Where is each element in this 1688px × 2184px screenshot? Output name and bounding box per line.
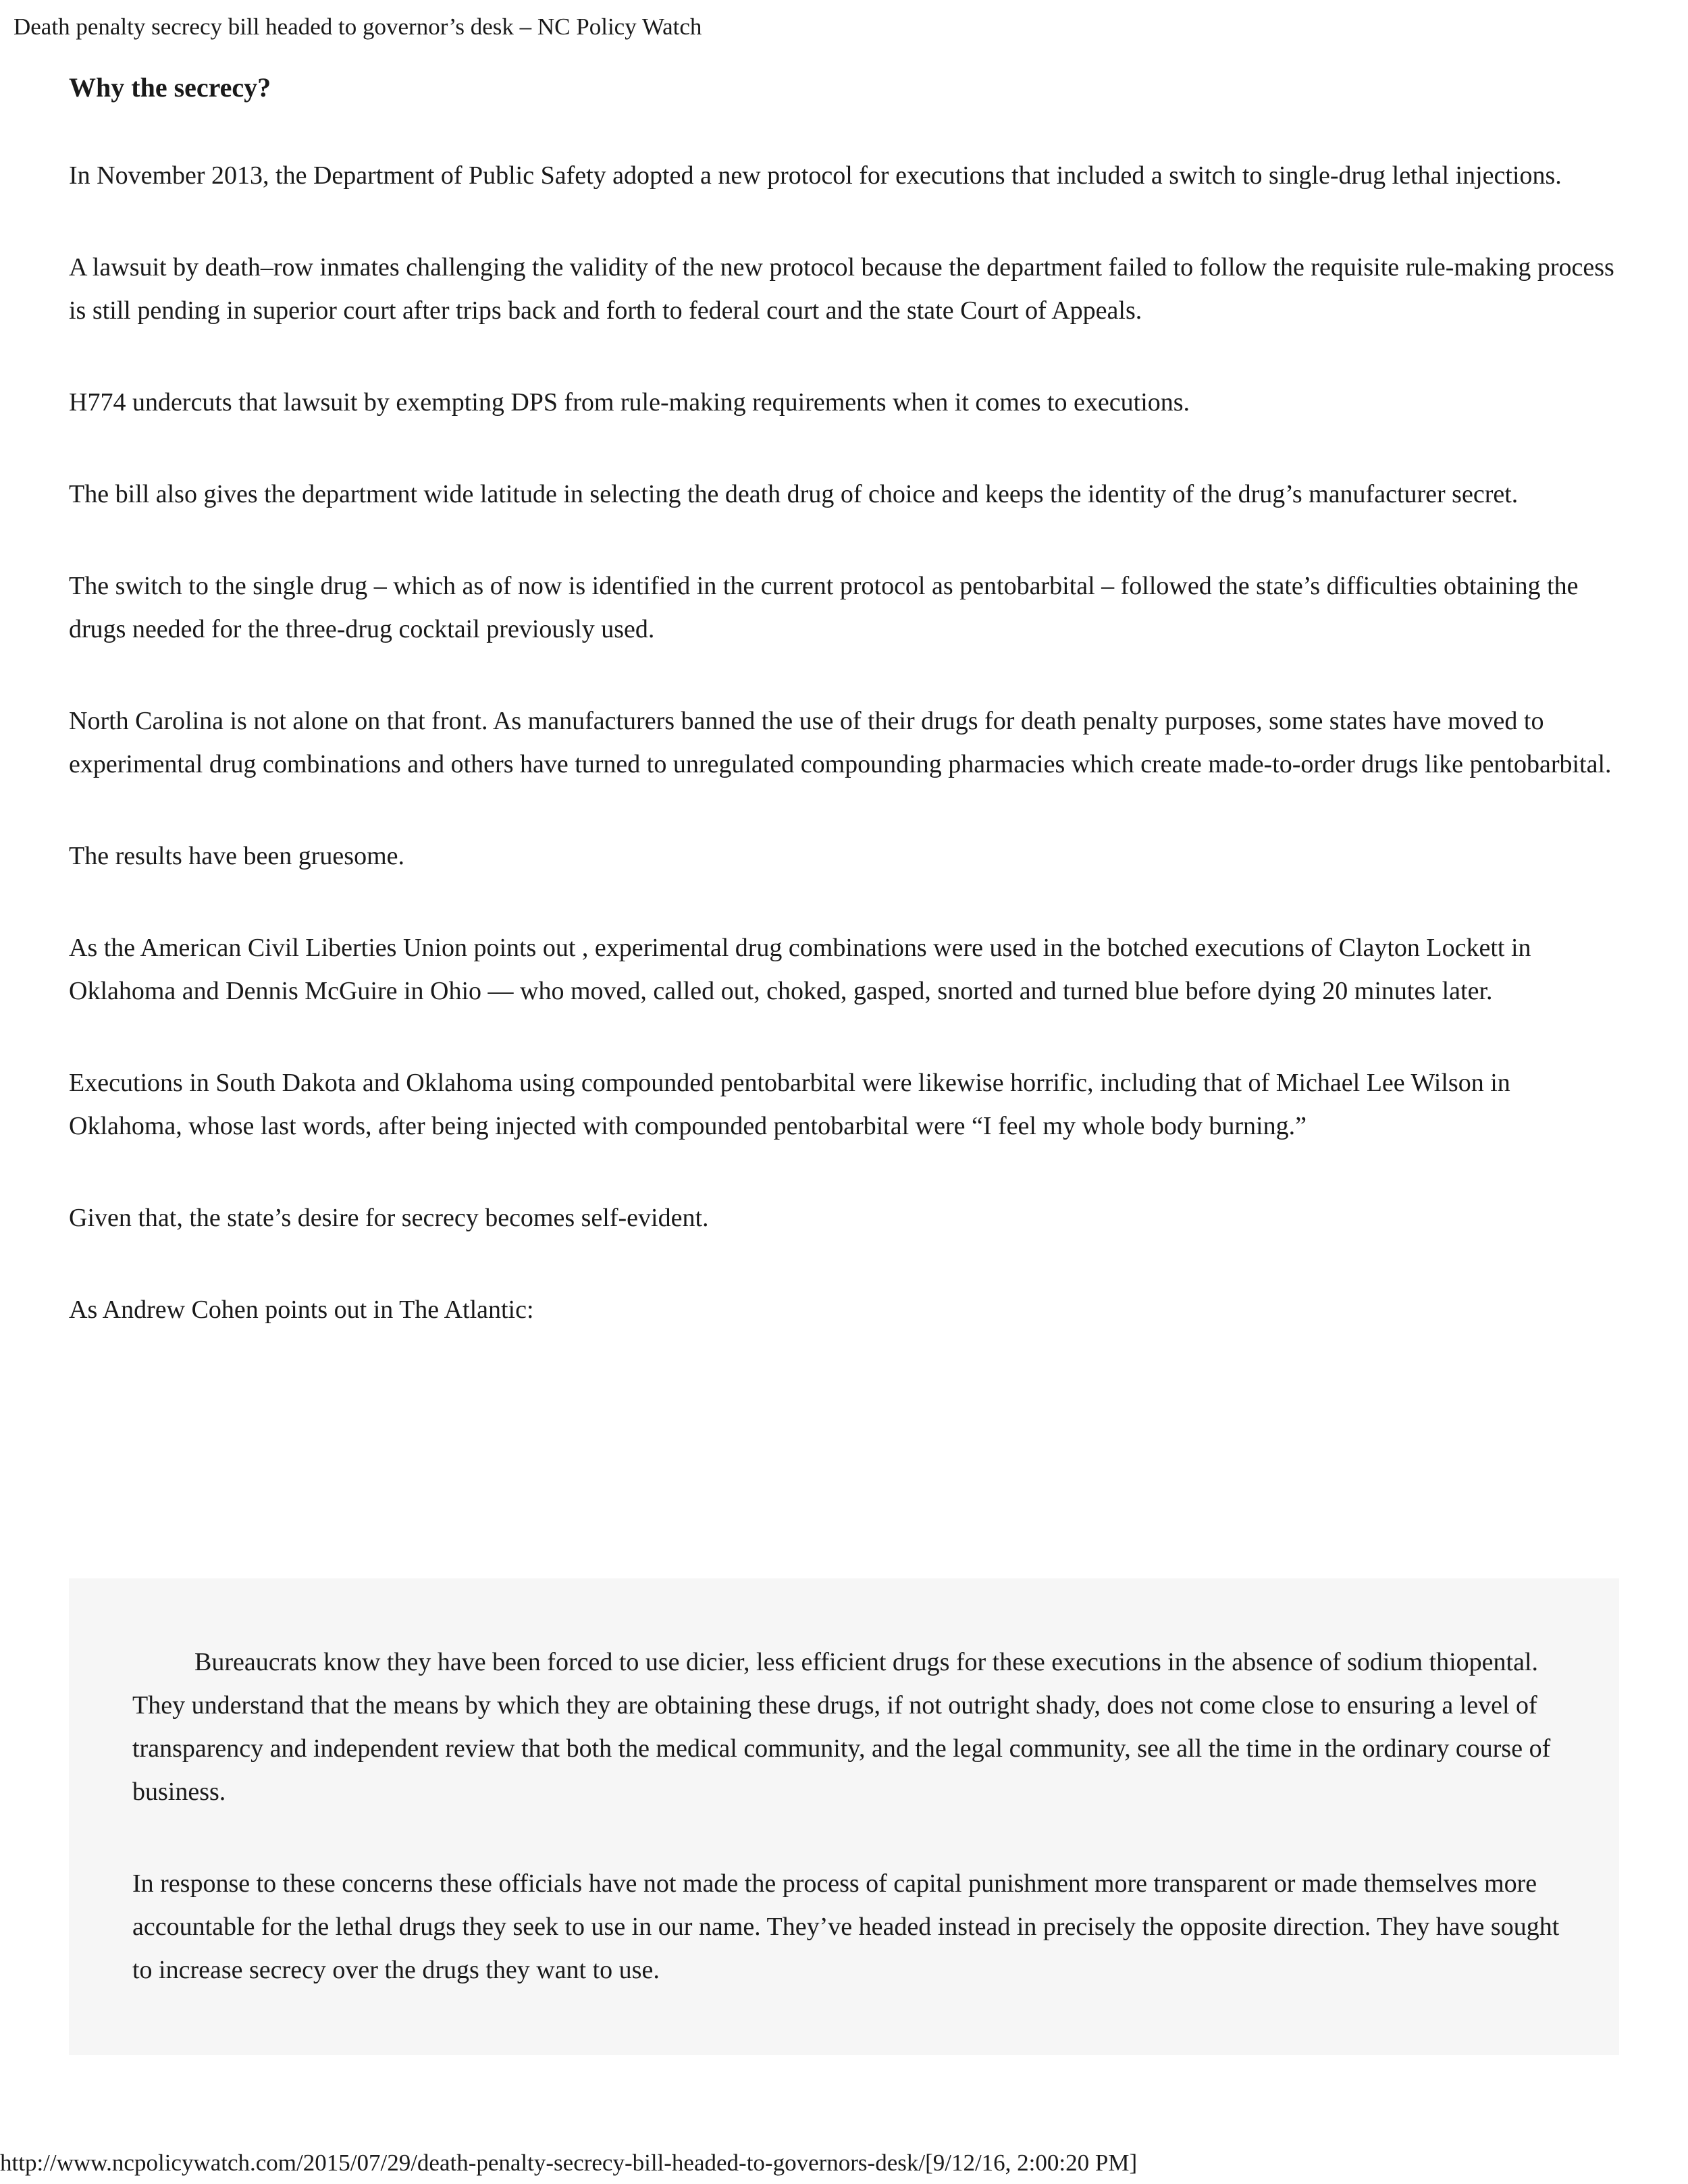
paragraph-7: The results have been gruesome. [69,842,404,870]
paragraph-8: As the American Civil Liberties Union points out , experimental drug combinations were used in the botched executions of Clayton Lockett in Oklahoma and Dennis McGuire in Ohio — who moved, called out, choked, gasped, snorted and turned blue before dying 20 minutes later. [69,934,1531,1005]
page-header-title: Death penalty secrecy bill headed to governor’s desk – NC Policy Watch [14,14,702,40]
blockquote [69,1578,1619,2055]
blockquote-paragraph-2: In response to these concerns these officials have not made the process of capital punishment more transparent or made themselves more accountable for the lethal drugs they seek to use in our name. They’ve headed instead in precisely the opposite direction. They have sought to increase secrecy over the drugs they want to use. [132,1869,1560,1984]
paragraph-5: The switch to the single drug – which as of now is identified in the current protocol as pentobarbital – followed the state’s difficulties obtaining the drugs needed for the three-drug cocktail previously used. [69,572,1579,643]
section-heading: Why the secrecy? [69,72,271,103]
blockquote-content [132,1641,1571,2040]
paragraph-10: Given that, the state’s desire for secrecy becomes self-evident. [69,1204,709,1232]
blockquote-paragraph-1: Bureaucrats know they have been forced to use dicier, less efficient drugs for these executions in the absence of sodium thiopental. They understand that the means by which they are obtaining these drugs, if not outright shady, does not come close to ensuring a level of transparency and independent review that both the medical community, and the legal community, see all the time in the ordinary course of business. [132,1648,1551,1806]
page-footer-url: http://www.ncpolicywatch.com/2015/07/29/death-penalty-secrecy-bill-headed-to-governors-desk/[9/12/16, 2:00:20 PM] [0,2150,1138,2176]
paragraph-11: As Andrew Cohen points out in The Atlantic: [69,1296,534,1324]
paragraph-3: H774 undercuts that lawsuit by exempting DPS from rule-making requirements when it comes to executions. [69,388,1190,417]
paragraph-2: A lawsuit by death–row inmates challenging the validity of the new protocol because the department failed to follow the requisite rule-making process is still pending in superior court after trips back and forth to federal court and the state Court of Appeals. [69,253,1614,325]
article-body [69,68,1622,1380]
paragraph-6: North Carolina is not alone on that front. As manufacturers banned the use of their drugs for death penalty purposes, some states have moved to experimental drug combinations and others have turned to unregulated compounding pharmacies which create made-to-order drugs like pentobarbital. [69,707,1612,778]
paragraph-4: The bill also gives the department wide latitude in selecting the death drug of choice and keeps the identity of the drug’s manufacturer secret. [69,480,1519,508]
paragraph-1: In November 2013, the Department of Public Safety adopted a new protocol for executions that included a switch to single-drug lethal injections. [69,161,1562,190]
paragraph-9: Executions in South Dakota and Oklahoma using compounded pentobarbital were likewise horrific, including that of Michael Lee Wilson in Oklahoma, whose last words, after being injected with compounded pentobarbital were “I feel my whole body burning.” [69,1069,1510,1140]
